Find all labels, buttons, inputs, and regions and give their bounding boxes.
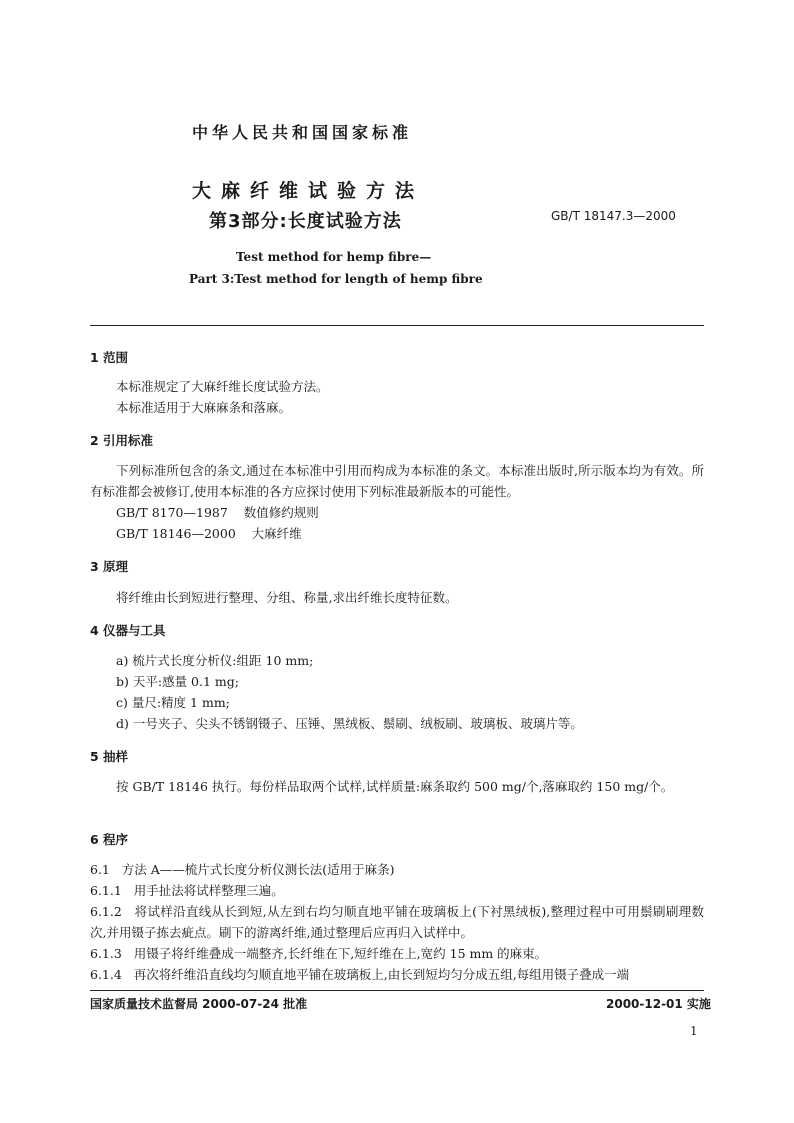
references-paragraph: 下列标准所包含的条文,通过在本标准中引用而构成为本标准的条文。本标准出版时,所示版本均为有效。所有标准都会被修订,使用本标准的各方应探讨使用下列标准最新版本的可能性。 — [90, 463, 704, 499]
clause-6-1-4: 6.1.4 再次将纤维沿直线均匀顺直地平铺在玻璃板上,由长到短均匀分成五组,每组用镊子叠成一端 — [90, 967, 630, 982]
clause-6-1-1: 6.1.1 用手扯法将试样整理三遍。 — [90, 883, 284, 898]
standard-title-cn: 大麻纤维试验方法 — [192, 180, 425, 202]
scope-line-1: 本标准规定了大麻纤维长度试验方法。 — [116, 379, 329, 394]
clause-6-1-3: 6.1.3 用镊子将纤维叠成一端整齐,长纤维在下,短纤维在上,宽约 15 mm 的麻束。 — [90, 946, 548, 961]
section-heading-procedure: 6 程序 — [90, 832, 129, 847]
implementation-date: 2000-12-01 实施 — [606, 997, 711, 1011]
apparatus-item-b: b) 天平:感量 0.1 mg; — [116, 674, 239, 689]
reference-item-2: GB/T 18146—2000 大麻纤维 — [116, 526, 302, 541]
page-number: 1 — [690, 1024, 698, 1038]
section-heading-sampling: 5 抽样 — [90, 749, 129, 764]
sampling-paragraph: 按 GB/T 18146 执行。每份样品取两个试样,试样质量:麻条取约 500 mg/个,落麻取约 150 mg/个。 — [116, 779, 674, 794]
standard-title-en-line1: Test method for hemp fibre— — [236, 250, 432, 264]
clause-6-1-2: 6.1.2 将试样沿直线从长到短,从左到右均匀顺直地平铺在玻璃板上(下衬黑绒板),整理过程中可用鬃刷刷理数次,并用镊子拣去疵点。刷下的游离纤维,通过整理后应再归入试样中。 — [90, 904, 704, 940]
national-standard-header: 中华人民共和国国家标准 — [192, 123, 413, 142]
section-heading-principle: 3 原理 — [90, 559, 129, 574]
reference-item-1: GB/T 8170—1987 数值修约规则 — [116, 505, 319, 520]
standard-title-en-line2: Part 3:Test method for length of hemp fibre — [189, 272, 483, 286]
principle-line: 将纤维由长到短进行整理、分组、称量,求出纤维长度特征数。 — [116, 590, 458, 605]
clause-6-1: 6.1 方法 A——梳片式长度分析仪测长法(适用于麻条) — [90, 862, 395, 877]
approval-note: 国家质量技术监督局 2000-07-24 批准 — [90, 997, 308, 1011]
apparatus-item-d: d) 一号夹子、尖头不锈钢镊子、压锤、黑绒板、鬃刷、绒板刷、玻璃板、玻璃片等。 — [116, 716, 583, 731]
scope-line-2: 本标准适用于大麻麻条和落麻。 — [116, 400, 292, 415]
standard-code: GB/T 18147.3—2000 — [551, 209, 676, 223]
section-heading-scope: 1 范围 — [90, 350, 129, 365]
header-divider — [90, 325, 704, 326]
section-heading-references: 2 引用标准 — [90, 433, 154, 448]
apparatus-item-a: a) 梳片式长度分析仪:组距 10 mm; — [116, 653, 314, 668]
apparatus-item-c: c) 量尺:精度 1 mm; — [116, 695, 230, 710]
footer-divider — [90, 990, 704, 991]
standard-subtitle-cn: 第3部分:长度试验方法 — [209, 211, 402, 232]
section-heading-apparatus: 4 仪器与工具 — [90, 623, 166, 638]
